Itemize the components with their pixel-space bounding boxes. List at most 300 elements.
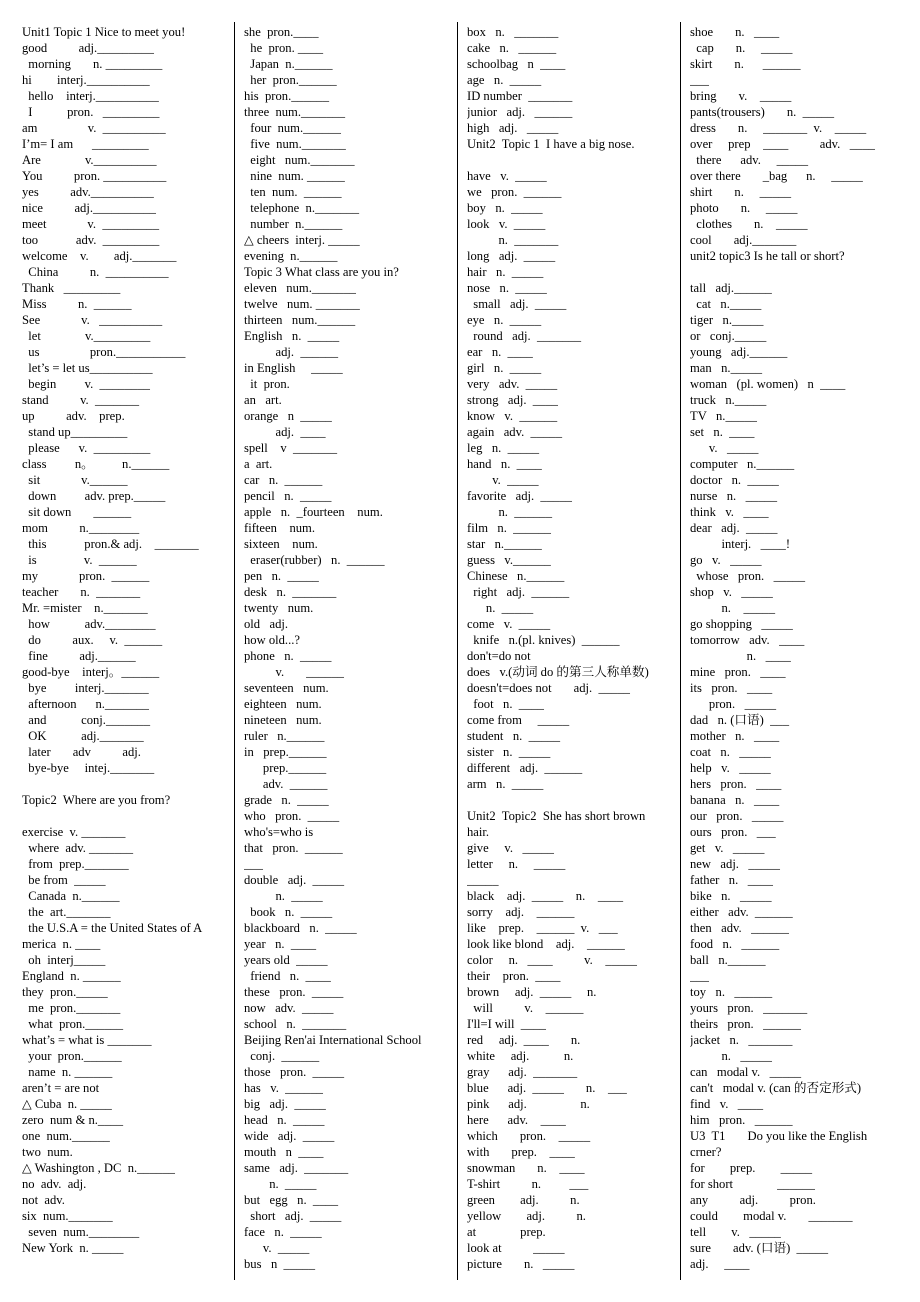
vocab-line: six num._______ xyxy=(22,1209,113,1223)
vocab-line: hair n. _____ xyxy=(467,265,544,279)
vocab-line: there adv. _____ xyxy=(690,153,809,167)
vocab-line: hello interj.__________ xyxy=(22,89,159,103)
vocab-line: with prep. ____ xyxy=(467,1145,575,1159)
vocab-line: eighteen num. xyxy=(244,697,322,711)
vocab-line: junior adj. ______ xyxy=(467,105,573,119)
vocab-line: look at _____ xyxy=(467,1241,565,1255)
vocab-line: school n. _______ xyxy=(244,1017,347,1031)
vocab-line: how old...? xyxy=(244,633,300,647)
vocab-line: go v. _____ xyxy=(690,553,762,567)
vocab-line: knife n.(pl. knives) ______ xyxy=(467,633,620,647)
vocab-line: box n. _______ xyxy=(467,25,559,39)
vocab-line: ___ xyxy=(690,73,709,87)
vocab-line: good-bye interj。______ xyxy=(22,665,160,679)
vocab-line: eye n. _____ xyxy=(467,313,542,327)
vocab-line: round adj. _______ xyxy=(467,329,582,343)
vocab-line: film n. ______ xyxy=(467,521,551,535)
vocab-line: ear n. ____ xyxy=(467,345,533,359)
vocab-line: schoolbag n ____ xyxy=(467,57,566,71)
vocab-line: begin v. ________ xyxy=(22,377,150,391)
column-divider xyxy=(234,22,235,1280)
vocab-line xyxy=(690,264,900,280)
vocab-line: adj. ____ xyxy=(244,425,326,439)
vocab-line: don't=do not xyxy=(467,649,531,663)
vocab-line: come from _____ xyxy=(467,713,570,727)
vocab-line: I’m= I am _________ xyxy=(22,137,149,151)
vocab-line: n. _____ xyxy=(467,601,534,615)
vocab-line: tell v. _____ xyxy=(690,1225,781,1239)
vocab-line: dear adj. _____ xyxy=(690,521,778,535)
vocab-line: face n. _____ xyxy=(244,1225,322,1239)
vocab-line: doctor n. _____ xyxy=(690,473,779,487)
vocab-line: they pron._____ xyxy=(22,985,108,999)
vocab-line: from prep._______ xyxy=(22,857,129,871)
vocab-line: what pron.______ xyxy=(22,1017,124,1031)
vocab-line: prep.______ xyxy=(244,761,327,775)
vocab-line: small adj. _____ xyxy=(467,297,567,311)
vocab-line: ___ xyxy=(690,969,709,983)
vocab-line: name n. ______ xyxy=(22,1065,113,1079)
vocab-line: me pron._______ xyxy=(22,1001,121,1015)
column-1 xyxy=(22,24,234,1256)
vocab-line: zero num & n.____ xyxy=(22,1113,124,1127)
vocab-line: her pron.______ xyxy=(244,73,337,87)
vocab-line: in English _____ xyxy=(244,361,343,375)
vocab-line: can't modal v. (can 的否定形式) xyxy=(690,1081,862,1095)
vocab-line: right adj. ______ xyxy=(467,585,570,599)
vocab-line: same adj. _______ xyxy=(244,1161,349,1175)
vocab-line: cat n._____ xyxy=(690,297,762,311)
vocab-line: number n.______ xyxy=(244,217,343,231)
vocab-line: tall adj.______ xyxy=(690,281,772,295)
vocab-line: down adv. prep._____ xyxy=(22,489,166,503)
vocab-line: its pron. ____ xyxy=(690,681,773,695)
vocab-line: You pron. __________ xyxy=(22,169,167,183)
vocab-line: either adv. ______ xyxy=(690,905,793,919)
vocab-line: seven num.________ xyxy=(22,1225,140,1239)
vocab-line: car n. ______ xyxy=(244,473,323,487)
vocab-line: n. _____ xyxy=(690,1049,772,1063)
vocab-line: U3 T1 Do you like the English xyxy=(690,1129,868,1143)
vocab-line: new adj. _____ xyxy=(690,857,780,871)
vocab-line: think v. ____ xyxy=(690,505,769,519)
vocab-line: later adv adj. xyxy=(22,745,141,759)
vocab-line: year n. ____ xyxy=(244,937,317,951)
vocab-line: not adv. xyxy=(22,1193,65,1207)
vocab-line: yellow adj. n. xyxy=(467,1209,586,1223)
vocab-line: father n. ____ xyxy=(690,873,773,887)
vocab-line: student n. _____ xyxy=(467,729,561,743)
vocab-line: v. _____ xyxy=(690,441,759,455)
vocab-line: black adj. _____ n. ____ xyxy=(467,889,624,903)
vocab-line: aren’t = are not xyxy=(22,1081,100,1095)
vocab-line: nice adj.__________ xyxy=(22,201,156,215)
vocab-line: too adv. _________ xyxy=(22,233,160,247)
vocab-line: big adj. _____ xyxy=(244,1097,326,1111)
vocab-line: come v. _____ xyxy=(467,617,551,631)
vocab-line: know v. ______ xyxy=(467,409,558,423)
vocab-line: picture n. _____ xyxy=(467,1257,575,1271)
vocab-line: Topic2 Where are you from? xyxy=(22,793,171,807)
vocab-line: △ cheers interj. _____ xyxy=(244,233,360,247)
vocab-line: fine adj.______ xyxy=(22,649,136,663)
vocab-line: where adv. _______ xyxy=(22,841,134,855)
vocab-line: that pron. ______ xyxy=(244,841,343,855)
vocab-line: like prep. ______ v. ___ xyxy=(467,921,618,935)
vocab-line: shoe n. ____ xyxy=(690,25,780,39)
vocab-line: nose n. _____ xyxy=(467,281,547,295)
vocab-line: v. ______ xyxy=(244,665,344,679)
vocab-line: bye interj._______ xyxy=(22,681,149,695)
vocab-line: brown adj. _____ n. xyxy=(467,985,597,999)
vocab-line: meet v. _________ xyxy=(22,217,159,231)
vocab-line: △ Washington , DC n.______ xyxy=(22,1161,175,1175)
vocab-line: bye-bye intej._______ xyxy=(22,761,155,775)
vocab-line: Chinese n.______ xyxy=(467,569,565,583)
vocab-line: Miss n. ______ xyxy=(22,297,132,311)
vocab-line: short adj. _____ xyxy=(244,1209,342,1223)
vocab-line: over prep ____ adv. ____ xyxy=(690,137,875,151)
vocab-line xyxy=(22,776,234,792)
vocab-line: crner? xyxy=(690,1145,722,1159)
vocab-line: truck n._____ xyxy=(690,393,767,407)
vocab-line: my pron. ______ xyxy=(22,569,150,583)
vocab-line: three num._______ xyxy=(244,105,346,119)
vocab-line: can modal v. _____ xyxy=(690,1065,802,1079)
vocab-line: adv. ______ xyxy=(244,777,328,791)
vocab-line: help v. _____ xyxy=(690,761,771,775)
vocab-line: then adv. ______ xyxy=(690,921,789,935)
vocab-line xyxy=(22,808,234,824)
vocab-line: skirt n. ______ xyxy=(690,57,801,71)
vocab-line: toy n. ______ xyxy=(690,985,773,999)
vocab-line: England n. ______ xyxy=(22,969,121,983)
vocab-line: leg n. _____ xyxy=(467,441,540,455)
vocab-line: his pron.______ xyxy=(244,89,330,103)
vocab-line: ID number _______ xyxy=(467,89,573,103)
vocab-line: merica n. ____ xyxy=(22,937,101,951)
column-3 xyxy=(467,24,679,1272)
vocab-line: could modal v. _______ xyxy=(690,1209,853,1223)
vocab-line: he pron. ____ xyxy=(244,41,324,55)
vocab-line: four num.______ xyxy=(244,121,341,135)
vocab-line: please v. _________ xyxy=(22,441,151,455)
vocab-line: yours pron. _______ xyxy=(690,1001,808,1015)
vocab-line: have v. _____ xyxy=(467,169,547,183)
vocab-line: stand up_________ xyxy=(22,425,128,439)
vocab-line: orange n _____ xyxy=(244,409,332,423)
vocab-line: these pron. _____ xyxy=(244,985,344,999)
vocab-line: blackboard n. _____ xyxy=(244,921,357,935)
vocab-line: get v. _____ xyxy=(690,841,765,855)
vocab-line: age n. _____ xyxy=(467,73,542,87)
vocab-line: how adv.________ xyxy=(22,617,156,631)
vocab-line: man n._____ xyxy=(690,361,763,375)
vocab-line: red adj. ____ n. xyxy=(467,1033,581,1047)
vocab-line: young adj.______ xyxy=(690,345,788,359)
vocab-line: but egg n. ____ xyxy=(244,1193,339,1207)
vocab-line: years old _____ xyxy=(244,953,328,967)
vocab-line: twenty num. xyxy=(244,601,314,615)
vocab-line: sit v.______ xyxy=(22,473,128,487)
vocab-line: this pron.& adj. _______ xyxy=(22,537,199,551)
vocab-line: doesn't=does not adj. _____ xyxy=(467,681,630,695)
vocab-line: grade n. _____ xyxy=(244,793,329,807)
vocab-line: hi interj.__________ xyxy=(22,73,150,87)
vocab-line: Mr. =mister n._______ xyxy=(22,601,148,615)
vocab-line: eight num._______ xyxy=(244,153,355,167)
vocab-line: us pron.___________ xyxy=(22,345,186,359)
vocab-line: adj. ______ xyxy=(244,345,339,359)
vocab-line: hand n. ____ xyxy=(467,457,542,471)
vocab-line: old adj. xyxy=(244,617,289,631)
vocab-line: TV n._____ xyxy=(690,409,757,423)
vocab-line: book n. _____ xyxy=(244,905,333,919)
vocab-line: look v. _____ xyxy=(467,217,546,231)
vocab-line: apple n. _fourteen num. xyxy=(244,505,383,519)
vocab-line: over there _bag n. _____ xyxy=(690,169,863,183)
vocab-line: pen n. _____ xyxy=(244,569,319,583)
vocab-line: thirteen num.______ xyxy=(244,313,356,327)
vocab-line: sure adv. (口语) _____ xyxy=(690,1241,829,1255)
vocab-line: double adj. _____ xyxy=(244,873,345,887)
vocab-line: star n.______ xyxy=(467,537,542,551)
vocab-line: evening n.______ xyxy=(244,249,338,263)
vocab-line: v. _____ xyxy=(467,473,539,487)
vocab-line: go shopping _____ xyxy=(690,617,793,631)
vocab-line: Topic 3 What class are you in? xyxy=(244,265,399,279)
vocab-line: ours pron. ___ xyxy=(690,825,776,839)
vocab-line: clothes n. _____ xyxy=(690,217,808,231)
column-2 xyxy=(244,24,456,1272)
vocab-line: New York n. _____ xyxy=(22,1241,124,1255)
vocab-line: pencil n. _____ xyxy=(244,489,332,503)
column-4 xyxy=(690,24,900,1272)
vocab-line: Unit2 Topic2 She has short brown xyxy=(467,809,646,823)
vocab-line: welcome v. adj._______ xyxy=(22,249,177,263)
vocab-line: who's=who is xyxy=(244,825,314,839)
vocab-line: is v. ______ xyxy=(22,553,137,567)
vocab-line: an art. xyxy=(244,393,282,407)
vocab-line: spell v _______ xyxy=(244,441,338,455)
vocab-line: afternoon n._______ xyxy=(22,697,149,711)
vocab-line: green adj. n. xyxy=(467,1193,580,1207)
vocab-line: woman (pl. women) n ____ xyxy=(690,377,846,391)
vocab-line: which pron. _____ xyxy=(467,1129,591,1143)
vocab-line: find v. ____ xyxy=(690,1097,763,1111)
vocab-line: let’s = let us__________ xyxy=(22,361,153,375)
vocab-line: conj. ______ xyxy=(244,1049,320,1063)
vocab-line: teacher n. _______ xyxy=(22,585,141,599)
vocab-line: desk n. _______ xyxy=(244,585,337,599)
vocab-line: Thank _________ xyxy=(22,281,121,295)
vocab-line: our pron. _____ xyxy=(690,809,784,823)
vocab-line: has v. ______ xyxy=(244,1081,323,1095)
vocab-line: dad n. (口语) ___ xyxy=(690,713,789,727)
vocab-line: what’s = what is _______ xyxy=(22,1033,152,1047)
vocab-line: nineteen num. xyxy=(244,713,322,727)
vocab-line: I'll=I will ____ xyxy=(467,1017,546,1031)
vocab-line: girl n. _____ xyxy=(467,361,542,375)
vocab-line: tiger n._____ xyxy=(690,313,764,327)
vocab-line: favorite adj. _____ xyxy=(467,489,572,503)
vocab-line: n. _____ xyxy=(244,1177,317,1191)
vocab-line: will v. ______ xyxy=(467,1001,584,1015)
vocab-line: tomorrow adv. ____ xyxy=(690,633,805,647)
vocab-line: adj. ____ xyxy=(690,1257,750,1271)
vocab-line: n. ______ xyxy=(467,505,553,519)
vocab-line: I pron. _________ xyxy=(22,105,160,119)
vocab-line: blue adj. _____ n. ___ xyxy=(467,1081,627,1095)
vocab-line: mom n.________ xyxy=(22,521,140,535)
vocab-line: now adv. _____ xyxy=(244,1001,334,1015)
vocab-line: v. _____ xyxy=(244,1241,310,1255)
vocab-line: the U.S.A = the United States of A xyxy=(22,921,203,935)
vocab-line: nurse n. _____ xyxy=(690,489,778,503)
vocab-line: she pron.____ xyxy=(244,25,319,39)
vocab-line: ten num. ______ xyxy=(244,185,342,199)
vocab-line: yes adv.__________ xyxy=(22,185,154,199)
vocab-line: we pron. ______ xyxy=(467,185,562,199)
vocab-line: and conj._______ xyxy=(22,713,151,727)
vocab-line: banana n. ____ xyxy=(690,793,780,807)
vocab-line: gray adj. _______ xyxy=(467,1065,578,1079)
vocab-line: again adv. _____ xyxy=(467,425,563,439)
vocab-line: eraser(rubber) n. ______ xyxy=(244,553,385,567)
vocab-line: up adv. prep. xyxy=(22,409,125,423)
column-divider xyxy=(680,22,681,1280)
vocab-line: ___ xyxy=(244,857,263,871)
vocab-line: pants(trousers) n. _____ xyxy=(690,105,835,119)
vocab-line: nine num. ______ xyxy=(244,169,345,183)
vocab-line: unit2 topic3 Is he tall or short? xyxy=(690,249,845,263)
vocab-line: be from _____ xyxy=(22,873,106,887)
vocab-line: twelve num. _______ xyxy=(244,297,360,311)
vocab-line: your pron.______ xyxy=(22,1049,122,1063)
vocab-line: for short ______ xyxy=(690,1177,815,1191)
vocab-line: am v. __________ xyxy=(22,121,166,135)
vocab-line: Unit2 Topic 1 I have a big nose. xyxy=(467,137,635,151)
vocab-line: the art._______ xyxy=(22,905,111,919)
vocab-line: one num.______ xyxy=(22,1129,110,1143)
vocab-line: morning n. _________ xyxy=(22,57,163,71)
vocab-line: sister n. _____ xyxy=(467,745,551,759)
vocab-line: bus n _____ xyxy=(244,1257,316,1271)
vocab-line: or conj._____ xyxy=(690,329,767,343)
vocab-line: here adv. ____ xyxy=(467,1113,566,1127)
vocab-line: arm n. _____ xyxy=(467,777,544,791)
vocab-line: set n. ____ xyxy=(690,425,755,439)
vocab-line: long adj. _____ xyxy=(467,249,556,263)
vocab-line: letter n. _____ xyxy=(467,857,566,871)
vocab-line: sixteen num. xyxy=(244,537,318,551)
vocab-line: friend n. ____ xyxy=(244,969,331,983)
vocab-line: fifteen num. xyxy=(244,521,315,535)
vocab-line: who pron. _____ xyxy=(244,809,340,823)
vocab-line: different adj. ______ xyxy=(467,761,583,775)
vocab-line: it pron. xyxy=(244,377,290,391)
vocab-line: OK adj._______ xyxy=(22,729,144,743)
vocab-line: pron. _____ xyxy=(690,697,777,711)
vocab-line: pink adj. n. xyxy=(467,1097,590,1111)
vocab-line: give v. _____ xyxy=(467,841,554,855)
vocab-line: good adj._________ xyxy=(22,41,154,55)
vocab-line: shirt n. _____ xyxy=(690,185,792,199)
vocab-line: at prep. xyxy=(467,1225,546,1239)
vocab-line: boy n. _____ xyxy=(467,201,543,215)
vocab-line: let v._________ xyxy=(22,329,151,343)
vocab-line: ball n.______ xyxy=(690,953,766,967)
vocab-line: See v. __________ xyxy=(22,313,163,327)
vocab-line: look like blond adj. ______ xyxy=(467,937,625,951)
vocab-line: eleven num._______ xyxy=(244,281,356,295)
vocab-line: those pron. _____ xyxy=(244,1065,345,1079)
vocab-line: whose pron. _____ xyxy=(690,569,806,583)
vocab-line: head n. _____ xyxy=(244,1113,325,1127)
vocab-line: ruler n.______ xyxy=(244,729,325,743)
vocab-line: snowman n. ____ xyxy=(467,1161,585,1175)
vocab-line xyxy=(467,792,679,808)
vocab-line: any adj. pron. xyxy=(690,1193,816,1207)
vocab-line: their pron. ____ xyxy=(467,969,561,983)
vocab-line: photo n. _____ xyxy=(690,201,798,215)
vocab-line: exercise v. _______ xyxy=(22,825,126,839)
vocab-line: hers pron. ____ xyxy=(690,777,782,791)
vocab-line: cap n. _____ xyxy=(690,41,793,55)
vocab-line: oh interj_____ xyxy=(22,953,106,967)
vocab-line: sorry adj. ______ xyxy=(467,905,575,919)
vocab-line: wide adj. _____ xyxy=(244,1129,335,1143)
vocab-line: do aux. v. ______ xyxy=(22,633,163,647)
vocab-line: very adv. _____ xyxy=(467,377,558,391)
vocab-line: bring v. _____ xyxy=(690,89,792,103)
vocab-line: mother n. ____ xyxy=(690,729,780,743)
vocab-line: Canada n.______ xyxy=(22,889,120,903)
vocab-line: in prep.______ xyxy=(244,745,327,759)
vocab-line: n. _____ xyxy=(690,601,776,615)
vocab-line: jacket n. _______ xyxy=(690,1033,793,1047)
vocab-line: sit down ______ xyxy=(22,505,132,519)
vocab-line: n. _______ xyxy=(467,233,559,247)
vocab-line: △ Cuba n. _____ xyxy=(22,1097,112,1111)
vocab-line: telephone n._______ xyxy=(244,201,360,215)
vocab-line: strong adj. ____ xyxy=(467,393,558,407)
vocab-line: hair. xyxy=(467,825,490,839)
vocab-line: him pron. ______ xyxy=(690,1113,793,1127)
vocab-line: five num._______ xyxy=(244,137,346,151)
vocab-line: foot n. ____ xyxy=(467,697,544,711)
vocab-line: interj. ____! xyxy=(690,537,791,551)
vocab-line: computer n.______ xyxy=(690,457,795,471)
vocab-line: cool adj._______ xyxy=(690,233,797,247)
vocab-line: color n. ____ v. _____ xyxy=(467,953,637,967)
vocab-line: mouth n ____ xyxy=(244,1145,324,1159)
vocab-line: n. ____ xyxy=(690,649,791,663)
vocab-line: mine pron. ____ xyxy=(690,665,786,679)
vocab-line: class n。 n.______ xyxy=(22,457,170,471)
vocab-line: T-shirt n. ___ xyxy=(467,1177,589,1191)
vocab-line: cake n. ______ xyxy=(467,41,557,55)
column-divider xyxy=(457,22,458,1280)
vocab-line: no adv. adj. xyxy=(22,1177,87,1191)
vocab-line: does v.(动词 do 的第三人称单数) xyxy=(467,665,649,679)
vocab-line: two num. xyxy=(22,1145,73,1159)
vocab-line: Beijing Ren'ai International School xyxy=(244,1033,422,1047)
vocab-line: for prep. _____ xyxy=(690,1161,813,1175)
vocab-line: _____ xyxy=(467,873,499,887)
vocab-line: dress n. _______ v. _____ xyxy=(690,121,867,135)
vocab-line: theirs pron. ______ xyxy=(690,1017,801,1031)
